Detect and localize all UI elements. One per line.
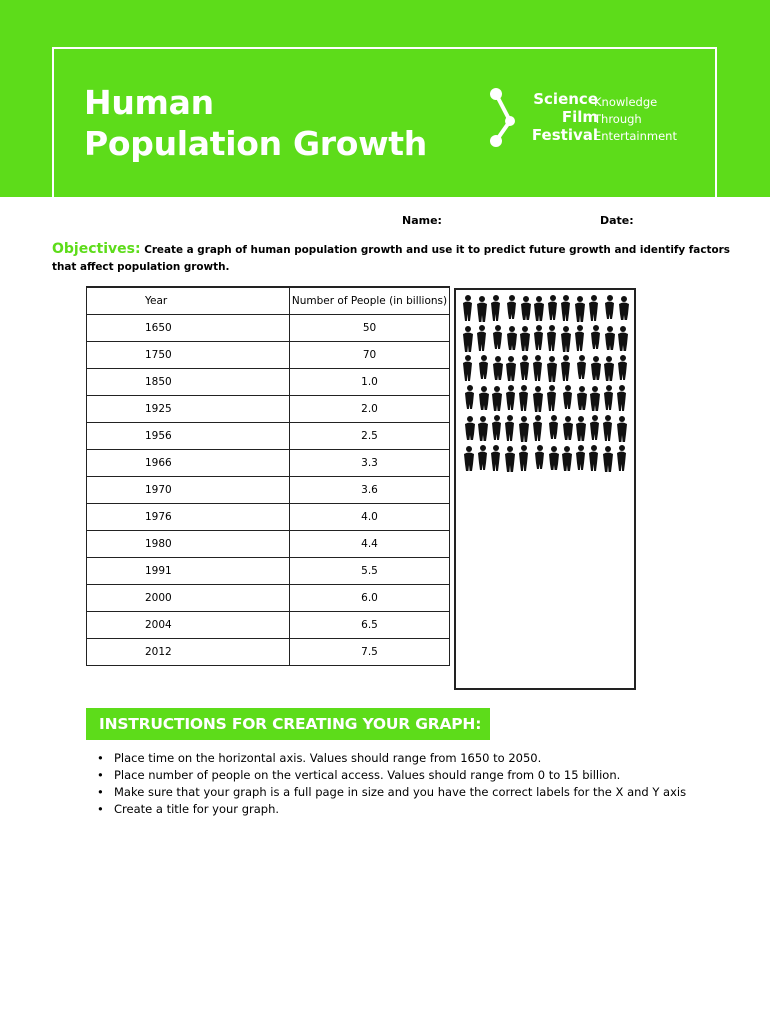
logo-name-line: Science <box>533 90 598 108</box>
year-cell: 1976 <box>87 504 290 531</box>
people-cell: 5.5 <box>290 558 450 585</box>
logo-name-line: Film <box>561 108 598 126</box>
people-cell: 50 <box>290 315 450 342</box>
title-line-2: Population Growth <box>84 124 427 163</box>
table-row <box>87 423 450 450</box>
year-cell: 2012 <box>87 639 290 666</box>
logo-tag-line: Through <box>594 112 642 126</box>
year-cell: 1750 <box>87 342 290 369</box>
people-cell: 6.5 <box>290 612 450 639</box>
page-title <box>84 82 427 164</box>
people-cell: 3.3 <box>290 450 450 477</box>
objectives-text: Create a graph of human population growth and use it to predict future growth and identify factors that affect population growth. <box>52 244 730 273</box>
instruction-item: • Place time on the horizontal axis. Values should range from 1650 to 2050. <box>95 750 686 767</box>
year-cell: 1970 <box>87 477 290 504</box>
logo-name-line: Festival <box>531 126 598 144</box>
year-cell: 1650 <box>87 315 290 342</box>
table-row <box>87 342 450 369</box>
year-cell: 2004 <box>87 612 290 639</box>
logo-tag-line: Entertainment <box>594 129 677 143</box>
year-cell: 1991 <box>87 558 290 585</box>
instructions-list <box>95 750 686 818</box>
science-film-festival-logo <box>488 84 708 150</box>
instruction-item: • Make sure that your graph is a full page in size and you have the correct labels for the X and Y axis <box>95 784 686 801</box>
table-row <box>87 315 450 342</box>
date-label: Date: <box>600 214 634 227</box>
year-cell: 1980 <box>87 531 290 558</box>
table-header-row <box>87 287 450 315</box>
people-cell: 2.0 <box>290 396 450 423</box>
table-row <box>87 450 450 477</box>
table-row <box>87 639 450 666</box>
instructions-heading: INSTRUCTIONS FOR CREATING YOUR GRAPH: <box>86 708 490 740</box>
year-cell: 1850 <box>87 369 290 396</box>
table-row <box>87 585 450 612</box>
column-header-people: Number of People (in billions) <box>290 287 450 315</box>
objectives <box>52 241 732 276</box>
column-header-year: Year <box>87 287 290 315</box>
crowd-silhouettes-icon <box>462 292 630 478</box>
population-table <box>86 286 450 666</box>
year-cell: 2000 <box>87 585 290 612</box>
crowd-illustration-box <box>454 288 636 690</box>
year-cell: 1956 <box>87 423 290 450</box>
people-cell: 1.0 <box>290 369 450 396</box>
title-line-1: Human <box>84 83 214 122</box>
instruction-item: • Place number of people on the vertical access. Values should range from 0 to 15 billion. <box>95 767 686 784</box>
people-cell: 6.0 <box>290 585 450 612</box>
people-cell: 2.5 <box>290 423 450 450</box>
year-cell: 1966 <box>87 450 290 477</box>
table-row <box>87 558 450 585</box>
table-row <box>87 504 450 531</box>
logo-tag-line: Knowledge <box>594 95 658 109</box>
people-cell: 70 <box>290 342 450 369</box>
people-cell: 7.5 <box>290 639 450 666</box>
name-label: Name: <box>402 214 442 227</box>
people-cell: 3.6 <box>290 477 450 504</box>
logo-tagline <box>594 94 677 145</box>
logo-name <box>512 90 598 144</box>
table-row <box>87 612 450 639</box>
people-cell: 4.4 <box>290 531 450 558</box>
people-cell: 4.0 <box>290 504 450 531</box>
year-cell: 1925 <box>87 396 290 423</box>
table-row <box>87 396 450 423</box>
table-row <box>87 369 450 396</box>
header-banner <box>0 0 770 197</box>
objectives-label: Objectives: <box>52 241 141 257</box>
table-row <box>87 477 450 504</box>
table-row <box>87 531 450 558</box>
instruction-item: • Create a title for your graph. <box>95 801 686 818</box>
